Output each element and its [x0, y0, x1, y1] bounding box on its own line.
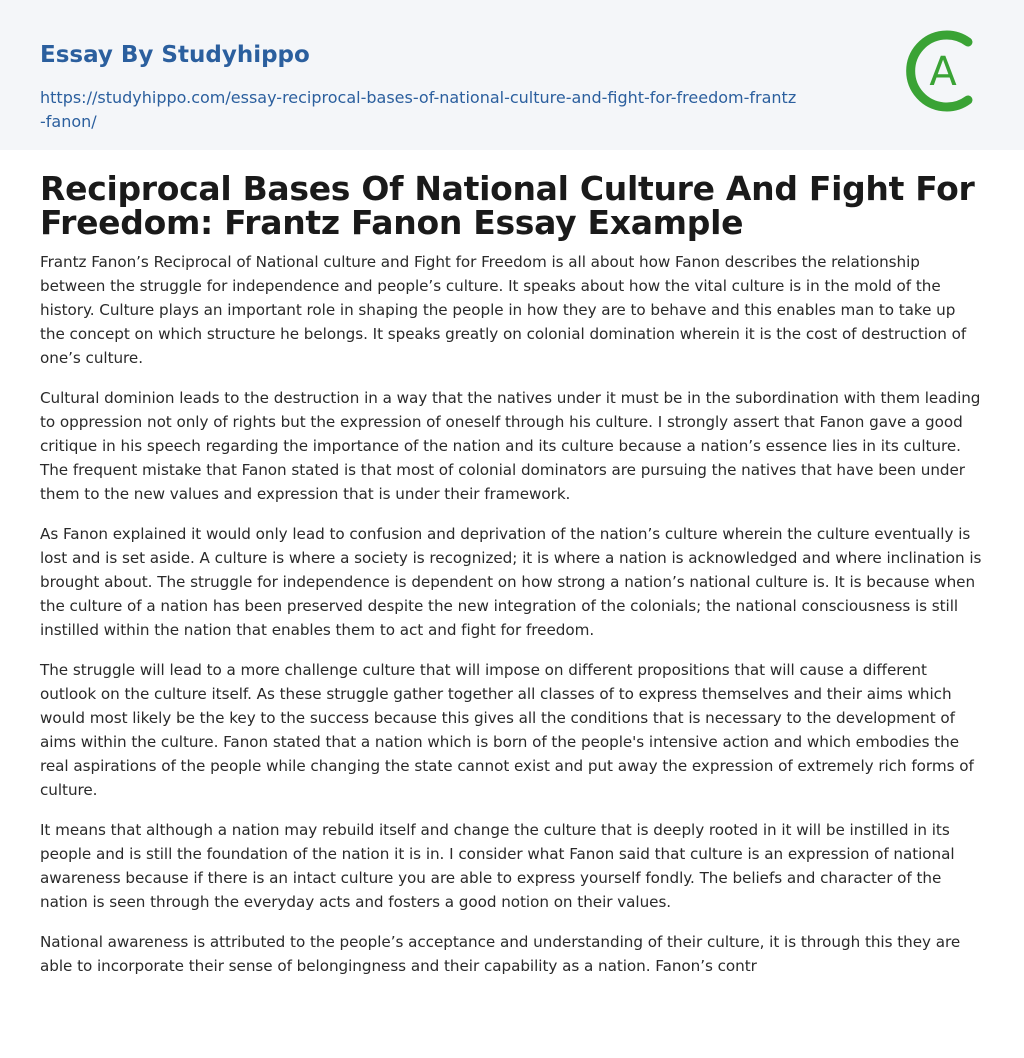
essay-paragraph: It means that although a nation may rebuild itself and change the culture that is deeply rooted in it will be instilled in its people and is still the foundation of the nation it is in. I consider what Fanon said that culture is an expression of national awareness because if there is an intact culture you are able to express yourself fondly. The beliefs and character of the nation is seen through the everyday acts and fosters a good notion on their values. — [40, 821, 955, 911]
site-header — [0, 0, 1024, 150]
essay-paragraph: The struggle will lead to a more challenge culture that will impose on different propositions that will cause a different outlook on the culture itself. As these struggle gather together all classes of to express themselves and their aims which would most likely be the key to the success because this gives all the conditions that is necessary to the development of aims within the culture. Fanon stated that a nation which is born of the people's intensive action and which embodies the real aspirations of the people while changing the state cannot exist and put away the expression of extremely rich forms of culture. — [40, 661, 974, 799]
essay-paragraph: Frantz Fanon’s Reciprocal of National culture and Fight for Freedom is all about how Fanon describes the relationship between the struggle for independence and people’s culture. It speaks about how the vital culture is in the mold of the history. Culture plays an important role in shaping the people in how they are to behave and this enables man to take up the concept on which structure he belongs. It speaks greatly on colonial domination wherein it is the cost of destruction of one’s culture. — [40, 253, 967, 367]
essay-title: Reciprocal Bases Of National Culture And Fight For Freedom: Frantz Fanon Essay Example — [40, 169, 975, 242]
logo-letter: A — [929, 49, 957, 95]
essay-paragraph: As Fanon explained it would only lead to confusion and deprivation of the nation’s culture wherein the culture eventually is lost and is set aside. A culture is where a society is recognized; it is where a nation is acknowledged and where inclination is brought about. The struggle for independence is dependent on how strong a nation’s national culture is. It is because when the culture of a nation has been preserved despite the new integration of the colonials; the national consciousness is still instilled within the nation that enables them to act and fight for freedom. — [40, 525, 982, 639]
essay-paragraph: Cultural dominion leads to the destruction in a way that the natives under it must be in the subordination with them leading to oppression not only of rights but the expression of oneself through his culture. I strongly assert that Fanon gave a good critique in his speech regarding the importance of the nation and its culture because a nation’s essence lies in its culture. The frequent mistake that Fanon stated is that most of colonial dominators are pursuing the natives that have been under them to the new values and expression that is under their framework. — [40, 389, 981, 503]
site-title[interactable]: Essay By Studyhippo — [40, 42, 310, 68]
studyhippo-logo-icon[interactable] — [900, 28, 986, 114]
essay-paragraph: National awareness is attributed to the people’s acceptance and understanding of their culture, it is through this they are able to incorporate their sense of belongingness and their capability as a nation. Fanon’s contr — [40, 933, 961, 975]
essay-content — [0, 150, 1024, 978]
essay-url-link[interactable]: https://studyhippo.com/essay-reciprocal-bases-of-national-culture-and-fight-for-freedom-frantz-fanon/ — [40, 88, 797, 131]
